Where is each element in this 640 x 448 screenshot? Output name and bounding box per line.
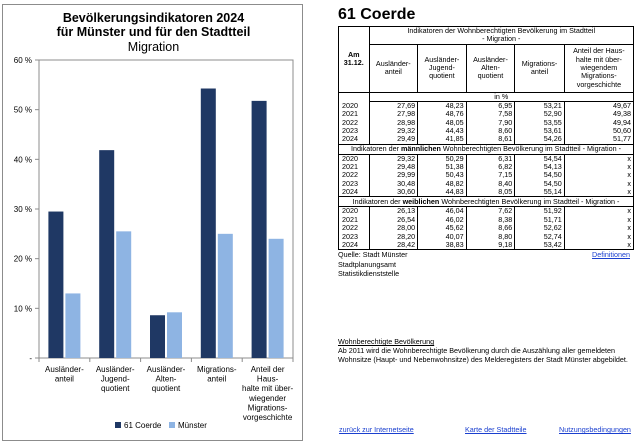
value-cell: x	[564, 216, 633, 224]
section-header-post: Wohnberechtigten Bevölkerung im Stadtteil - Migration -	[440, 144, 621, 153]
value-cell: 49,94	[564, 119, 633, 127]
value-cell: 51,92	[515, 207, 565, 216]
definitions-link[interactable]: Definitionen	[592, 250, 630, 259]
year-cell: 2022	[339, 119, 370, 127]
value-cell: 7,58	[466, 110, 515, 118]
value-cell: 8,60	[466, 127, 515, 135]
value-cell: 28,00	[369, 224, 418, 232]
x-category-label: anteil	[54, 374, 74, 384]
value-cell: 46,04	[418, 207, 467, 216]
value-cell: 26,54	[369, 216, 418, 224]
value-cell: 50,43	[418, 171, 467, 179]
table-header-subtitle: - Migration -	[482, 34, 521, 44]
value-cell: 54,13	[515, 163, 565, 171]
value-cell: 38,83	[418, 241, 467, 250]
definition-text: Ab 2011 wird die Wohnberechtigte Bevölkerung durch die Auszählung aller gemeldeten Wohnsitze (Haupt- und Nebenwohnsitze) des Melderegisters der Stadt Münster abgebildet.	[338, 346, 628, 365]
legend-swatch	[169, 422, 175, 428]
year-cell: 2020	[339, 207, 370, 216]
y-tick-label: 20 %	[13, 254, 32, 264]
value-cell: 52,62	[515, 224, 565, 232]
column-header	[564, 44, 633, 92]
value-cell: 29,99	[369, 171, 418, 179]
value-cell: 6,31	[466, 154, 515, 163]
bar-coerde	[150, 315, 165, 358]
value-cell: x	[564, 224, 633, 232]
table-main-header	[369, 27, 633, 45]
value-cell: 28,42	[369, 241, 418, 250]
value-cell: 8,80	[466, 233, 515, 241]
column-header	[466, 44, 515, 92]
value-cell: 29,49	[369, 135, 418, 144]
value-cell: 7,15	[466, 171, 515, 179]
value-cell: 51,71	[515, 216, 565, 224]
table-header-title: Indikatoren der Wohnberechtigten Bevölkerung im Stadtteil	[407, 26, 596, 35]
section-header-row	[339, 144, 634, 154]
legend-swatch	[115, 422, 121, 428]
value-cell: 51,77	[564, 135, 633, 144]
value-cell: 53,61	[515, 127, 565, 135]
section-header	[339, 144, 634, 154]
value-cell: 55,14	[515, 188, 565, 197]
header-line: Am	[347, 50, 360, 59]
source-note	[338, 250, 408, 279]
x-category-label: wiegender	[249, 393, 287, 403]
value-cell: 48,82	[418, 180, 467, 188]
header-line: anteil	[530, 67, 549, 77]
header-line: 31.12.	[343, 58, 364, 68]
definition-title: Wohnberechtigte Bevölkerung	[338, 337, 435, 346]
value-cell: 30,48	[369, 180, 418, 188]
source-line: Stadtplanungsamt	[338, 259, 396, 269]
table-row	[339, 216, 634, 224]
year-cell: 2020	[339, 154, 370, 163]
y-tick-label: 60 %	[13, 56, 32, 65]
header-line: Jugend-	[428, 62, 455, 72]
value-cell: 9,18	[466, 241, 515, 250]
table-row	[339, 101, 634, 110]
value-cell: 44,83	[418, 188, 467, 197]
value-cell: 53,21	[515, 101, 565, 110]
table-row	[339, 171, 634, 179]
bar-muenster	[269, 239, 284, 358]
value-cell: 44,43	[418, 127, 467, 135]
year-cell: 2021	[339, 163, 370, 171]
x-category-label: Alten-	[155, 374, 177, 384]
section-header-bold: männlichen	[400, 144, 441, 153]
bar-muenster	[116, 231, 131, 358]
x-category-label: Ausländer-	[45, 365, 84, 374]
x-category-label: Anteil der	[250, 365, 285, 374]
header-line: Anteil der Haus-	[573, 46, 625, 56]
bar-muenster	[218, 234, 233, 358]
value-cell: x	[564, 188, 633, 197]
value-cell: 54,26	[515, 135, 565, 144]
chart-panel	[2, 4, 303, 441]
table-row	[339, 180, 634, 188]
header-line: wiegendem	[580, 62, 618, 72]
value-cell: x	[564, 233, 633, 241]
year-cell: 2021	[339, 110, 370, 118]
header-line: vorgeschichte	[576, 79, 622, 89]
table-row	[339, 224, 634, 232]
bar-muenster	[65, 293, 80, 358]
chart-title-line2: für Münster und für den Stadtteil	[56, 25, 251, 39]
value-cell: 52,74	[515, 233, 565, 241]
value-cell: 50,60	[564, 127, 633, 135]
header-line: quotient	[429, 71, 455, 81]
source-line: Quelle: Stadt Münster	[338, 250, 408, 259]
section-header-row	[339, 197, 634, 207]
x-category-label: quotient	[100, 384, 130, 394]
x-category-label: anteil	[207, 374, 227, 384]
value-cell: 7,90	[466, 119, 515, 127]
table-row	[339, 127, 634, 135]
year-cell: 2024	[339, 135, 370, 144]
section-header-bold: weiblichen	[402, 196, 440, 206]
x-category-label: Ausländer-	[146, 365, 186, 374]
y-tick-label: -	[29, 354, 32, 363]
y-tick-label: 40 %	[13, 155, 32, 165]
x-category-label: Ausländer-	[95, 365, 135, 374]
bar-coerde	[48, 212, 63, 358]
year-cell: 2023	[339, 233, 370, 241]
value-cell: 8,38	[466, 216, 515, 224]
value-cell: 54,50	[515, 180, 565, 188]
header-line: anteil	[384, 67, 402, 77]
year-cell: 2024	[339, 188, 370, 197]
year-cell: 2022	[339, 171, 370, 179]
table-row	[339, 207, 634, 216]
header-line: Migrations-	[521, 58, 558, 68]
column-header	[369, 44, 418, 92]
value-cell: 30,60	[369, 188, 418, 197]
bar-coerde	[201, 89, 216, 358]
value-cell: 8,61	[466, 135, 515, 144]
value-cell: 50,29	[418, 154, 467, 163]
value-cell: 29,32	[369, 127, 418, 135]
table-row	[339, 110, 634, 118]
value-cell: 45,62	[418, 224, 467, 232]
bar-coerde	[99, 150, 114, 358]
chart-subtitle: Migration	[127, 40, 180, 54]
value-cell: 28,98	[369, 119, 418, 127]
year-cell: 2020	[339, 101, 370, 110]
x-category-label: Jugend-	[100, 374, 130, 384]
unit-label: in %	[369, 92, 633, 101]
column-header	[418, 44, 467, 92]
value-cell: 7,62	[466, 207, 515, 216]
legend-label: Münster	[178, 421, 207, 430]
value-cell: 46,02	[418, 216, 467, 224]
table-row	[339, 233, 634, 241]
year-cell: 2023	[339, 127, 370, 135]
x-category-label: Haus-	[256, 374, 279, 384]
year-cell: 2021	[339, 216, 370, 224]
header-line: Ausländer-	[473, 54, 508, 64]
value-cell: 49,38	[564, 110, 633, 118]
chart-title-line1: Bevölkerungsindikatoren 2024	[62, 11, 245, 25]
header-line: Alten-	[481, 62, 500, 72]
value-cell: 8,05	[466, 188, 515, 197]
x-category-label: vorgeschichte	[242, 413, 293, 422]
y-tick-label: 10 %	[13, 304, 32, 314]
header-line: Migrations-	[581, 71, 617, 81]
value-cell: 26,13	[369, 207, 418, 216]
header-line: Ausländer-	[424, 54, 460, 64]
section-header	[339, 197, 634, 207]
table-row	[339, 241, 634, 250]
unit-spacer	[339, 92, 370, 101]
source-line: Statistikdienststelle	[338, 269, 400, 278]
value-cell: 29,32	[369, 154, 418, 163]
column-header	[515, 44, 565, 92]
value-cell: 6,95	[466, 101, 515, 110]
value-cell: 54,54	[515, 154, 565, 163]
value-cell: x	[564, 180, 633, 188]
x-category-label: halte mit über-	[242, 384, 294, 394]
unit-row	[339, 92, 634, 101]
year-cell: 2023	[339, 180, 370, 188]
value-cell: x	[564, 171, 633, 179]
indicator-table	[338, 26, 634, 250]
table-row	[339, 135, 634, 144]
value-cell: x	[564, 241, 633, 250]
header-line: quotient	[477, 71, 504, 81]
value-cell: 29,48	[369, 163, 418, 171]
value-cell: 27,98	[369, 110, 418, 118]
value-cell: 48,23	[418, 101, 467, 110]
value-cell: 41,85	[418, 135, 467, 144]
bar-chart	[3, 5, 304, 442]
value-cell: 53,55	[515, 119, 565, 127]
district-map-link[interactable]: Karte der Stadtteile	[465, 425, 527, 434]
value-cell: 52,90	[515, 110, 565, 118]
section-header-pre: Indikatoren der	[351, 144, 401, 153]
header-line: Ausländer-	[375, 58, 411, 68]
value-cell: 28,20	[369, 233, 418, 241]
value-cell: 48,05	[418, 119, 467, 127]
year-header	[339, 27, 370, 93]
value-cell: 8,66	[466, 224, 515, 232]
legend-label: 61 Coerde	[124, 421, 162, 430]
right-panel	[336, 0, 636, 448]
table-row	[339, 188, 634, 197]
section-header-post: Wohnberechtigten Bevölkerung im Stadtteil - Migration -	[439, 196, 620, 206]
value-cell: 54,50	[515, 171, 565, 179]
x-category-label: Migrations-	[247, 403, 288, 413]
value-cell: 48,76	[418, 110, 467, 118]
bar-coerde	[252, 101, 267, 358]
table-header-row	[339, 27, 634, 45]
year-cell: 2024	[339, 241, 370, 250]
back-to-website-link[interactable]: zurück zur Internetseite	[339, 425, 414, 434]
column-header-row	[339, 44, 634, 92]
value-cell: 8,40	[466, 180, 515, 188]
y-tick-label: 50 %	[13, 105, 32, 115]
x-category-label: Migrations-	[197, 365, 237, 374]
value-cell: 53,42	[515, 241, 565, 250]
value-cell: x	[564, 163, 633, 171]
year-cell: 2022	[339, 224, 370, 232]
table-row	[339, 119, 634, 127]
value-cell: 40,07	[418, 233, 467, 241]
indicator-table-body	[339, 27, 634, 250]
header-line: halte mit über-	[575, 54, 622, 64]
value-cell: 6,82	[466, 163, 515, 171]
value-cell: 27,69	[369, 101, 418, 110]
terms-of-use-link[interactable]: Nutzungsbedingungen	[559, 425, 631, 434]
section-header-pre: Indikatoren der	[352, 196, 403, 206]
x-category-label: quotient	[151, 384, 181, 394]
page-title: 61 Coerde	[338, 6, 416, 23]
bar-muenster	[167, 312, 182, 358]
value-cell: 51,38	[418, 163, 467, 171]
value-cell: 49,67	[564, 101, 633, 110]
table-row	[339, 163, 634, 171]
table-row	[339, 154, 634, 163]
value-cell: x	[564, 207, 633, 216]
y-tick-label: 30 %	[13, 205, 32, 214]
value-cell: x	[564, 154, 633, 163]
